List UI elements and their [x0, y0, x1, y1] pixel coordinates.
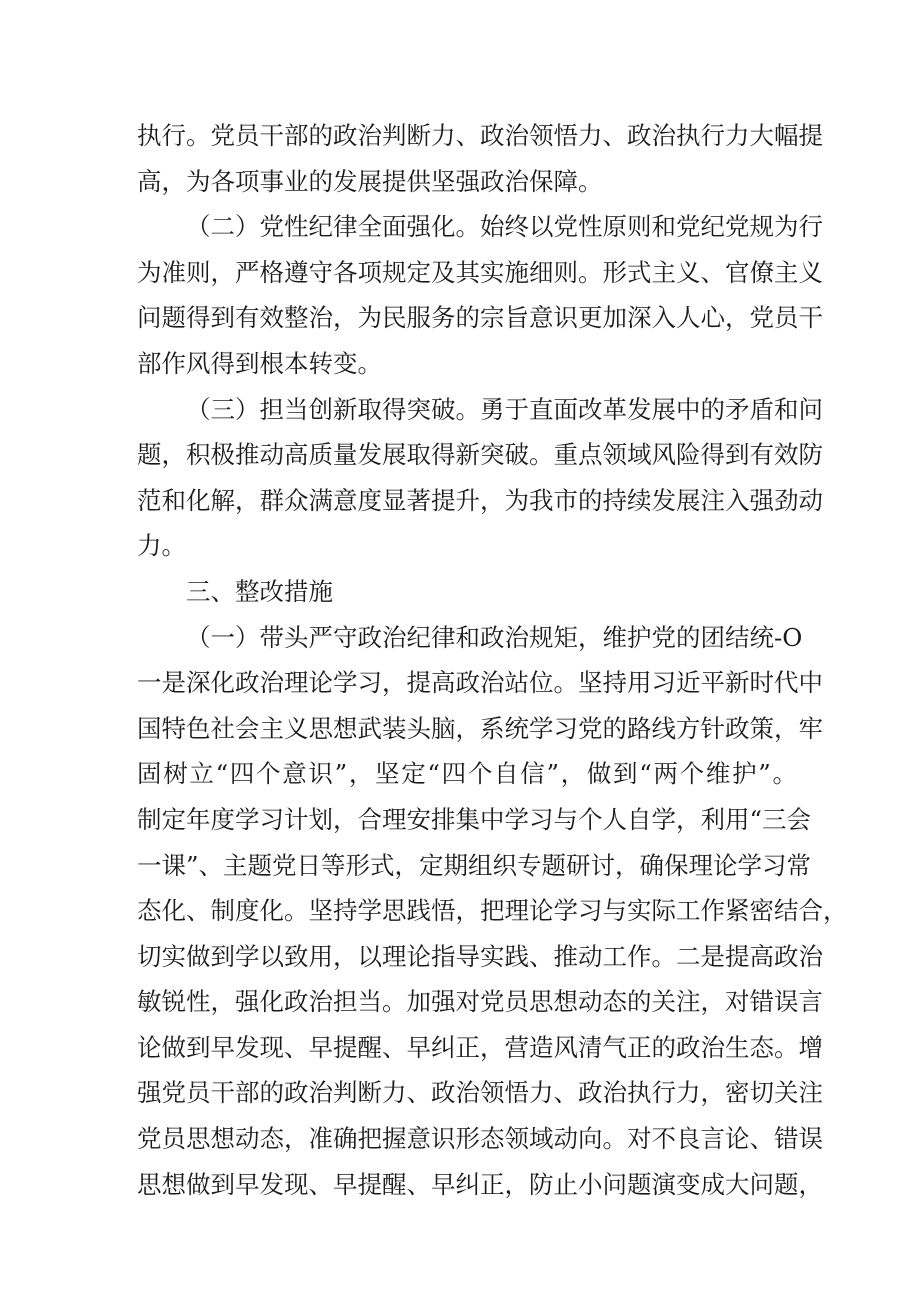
text-line: 固树立“四个意识”，坚定“四个自信”，做到“两个维护”。 [137, 759, 797, 789]
text-line: 敏锐性，强化政治担当。加强对党员思想动态的关注，对错误言 [137, 987, 823, 1017]
text-line: 为准则，严格遵守各项规定及其实施细则。形式主义、官僚主义 [137, 257, 823, 287]
text-line: 论做到早发现、早提醒、早纠正，营造风清气正的政治生态。增 [137, 1032, 823, 1062]
text-line: 思想做到早发现、早提醒、早纠正，防止小问题演变成大问题， [137, 1169, 823, 1199]
text-line: 三、整改措施 [186, 576, 333, 606]
text-line: （三）担当创新取得突破。勇于直面改革发展中的矛盾和问 [186, 394, 823, 424]
text-line: 切实做到学以致用，以理论指导实践、推动工作。二是提高政治 [137, 941, 823, 971]
text-line: 一课”、主题党日等形式，定期组织专题研讨，确保理论学习常 [137, 850, 812, 880]
text-line: 制定年度学习计划，合理安排集中学习与个人自学，利用“三会 [137, 804, 812, 834]
text-line: （二）党性纪律全面强化。始终以党性原则和党纪党规为行 [186, 212, 823, 242]
document-body [137, 113, 848, 1207]
text-line: 党员思想动态，准确把握意识形态领域动向。对不良言论、错误 [137, 1124, 823, 1154]
text-line: 部作风得到根本转变。 [137, 348, 382, 378]
text-line: 态化、制度化。坚持学思践悟，把理论学习与实际工作紧密结合， [137, 896, 848, 926]
text-line: 国特色社会主义思想武装头脑，系统学习党的路线方针政策，牢 [137, 713, 823, 743]
text-line: 强党员干部的政治判断力、政治领悟力、政治执行力，密切关注 [137, 1078, 823, 1108]
text-line: 范和化解，群众满意度显著提升，为我市的持续发展注入强劲动 [137, 485, 823, 515]
text-line: 力。 [137, 531, 186, 561]
text-line: 一是深化政治理论学习，提高政治站位。坚持用习近平新时代中 [137, 668, 823, 698]
text-line: 问题得到有效整治，为民服务的宗旨意识更加深入人心，党员干 [137, 303, 823, 333]
text-line: （一）带头严守政治纪律和政治规矩，维护党的团结统-O [186, 622, 803, 652]
text-line: 题，积极推动高质量发展取得新突破。重点领域风险得到有效防 [137, 440, 823, 470]
text-line: 高，为各项事业的发展提供坚强政治保障。 [137, 166, 603, 196]
text-line: 执行。党员干部的政治判断力、政治领悟力、政治执行力大幅提 [137, 121, 823, 150]
